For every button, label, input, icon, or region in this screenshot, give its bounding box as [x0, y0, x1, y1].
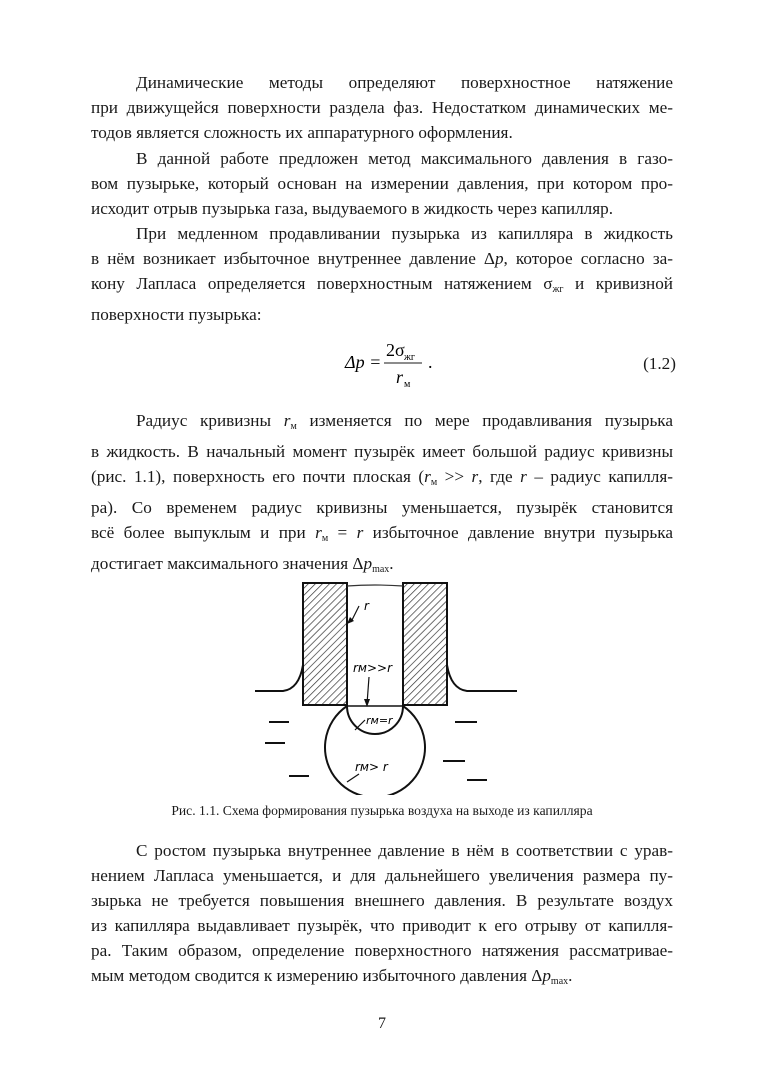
equation-dot: . [428, 352, 433, 372]
liquid-surface-right [447, 665, 517, 691]
text-line: (рис. 1.1), поверхность его почти плоская ($r_м >> r$, где r – радиус капилля- [91, 467, 673, 488]
figure-caption: Рис. 1.1. Схема формирования пузырька воздуха на выходе из капилляра [171, 803, 593, 818]
text-line: кону Лапласа определяется поверхностным натяжением $\sigma_{жг}$ и кривизной [91, 274, 673, 295]
text-line: исходит отрыв пузырька газа, выдуваемого в жидкость через капилляр. [91, 199, 614, 218]
text-line: С ростом пузырька внутреннее давление в нём в соответствии с урав- [136, 841, 673, 860]
equation-denominator: r [396, 367, 404, 387]
page-number: 7 [378, 1015, 386, 1032]
equation-numerator-sub: жг [404, 352, 416, 363]
equation-lhs: Δp = [345, 352, 382, 372]
equation [0, 332, 764, 392]
right-wall [403, 583, 447, 705]
label-rm-much-greater: rм>>r [353, 661, 393, 675]
text-line: достигает максимального значения $\Delta p_{max}$. [91, 554, 394, 575]
capillary-bubble-figure [255, 580, 517, 795]
text-line: при движущейся поверхности раздела фаз. Недостатком динамических ме- [91, 98, 673, 117]
equation-numerator: 2σ [386, 340, 405, 360]
text-line: мым методом сводится к измерению избыточного давления $\Delta p_{max}$. [91, 966, 573, 987]
text-line: из капилляра выдавливает пузырёк, что приводит к его отрыву от капилля- [91, 916, 673, 935]
liquid-surface-left [255, 665, 303, 691]
text-line: зырька не требуется повышения внешнего давления. В результате воздух [91, 891, 673, 910]
text-line: Динамические методы определяют поверхностное натяжение [136, 73, 673, 92]
left-wall [303, 583, 347, 705]
equation-denominator-sub: м [404, 379, 411, 390]
label-r: r [364, 599, 369, 613]
text-line: всё более выпуклым и при $r_м = r$ избыточное давление внутри пузырька [91, 523, 673, 544]
capillary-diagram [255, 580, 517, 795]
text-line: В данной работе предложен метод максимального давления в газо- [136, 149, 673, 168]
text-line: тодов является сложность их аппаратурного оформления. [91, 123, 513, 142]
paragraph-2 [91, 146, 673, 221]
paragraph-1 [91, 70, 673, 145]
text-line: ра). Со временем радиус кривизны уменьшается, пузырёк становится [91, 498, 673, 517]
arrow-rm-greater [347, 774, 359, 782]
paragraph-3 [91, 221, 673, 327]
text-line: При медленном продавливании пузырька из капилляра в жидкость [136, 224, 673, 243]
text-line: вом пузырьке, который основан на измерении давления, при котором про- [91, 174, 673, 193]
label-rm-equal: rм=r [366, 714, 393, 727]
text-line: поверхности пузырька: [91, 305, 262, 324]
paragraph-5 [91, 838, 673, 994]
text-line: ра. Таким образом, определение поверхностного натяжения рассматривае- [91, 941, 673, 960]
text-line: в нём возникает избыточное внутреннее давление Δp, которое согласно за- [91, 249, 673, 268]
capillary-walls [303, 583, 447, 705]
air-top-line [347, 585, 403, 586]
equation-number: (1.2) [643, 354, 676, 373]
arrow-rm-equal [355, 720, 365, 730]
text-line: нением Лапласа уменьшается, и для дальнейшего увеличения размера пу- [91, 866, 673, 885]
text-line: Радиус кривизны $r_м$ изменяется по мере продавливания пузырька [136, 411, 673, 432]
text-line: в жидкость. В начальный момент пузырёк имеет большой радиус кривизны [91, 442, 673, 461]
paragraph-4 [91, 408, 673, 582]
label-rm-greater: rм> r [355, 760, 388, 774]
